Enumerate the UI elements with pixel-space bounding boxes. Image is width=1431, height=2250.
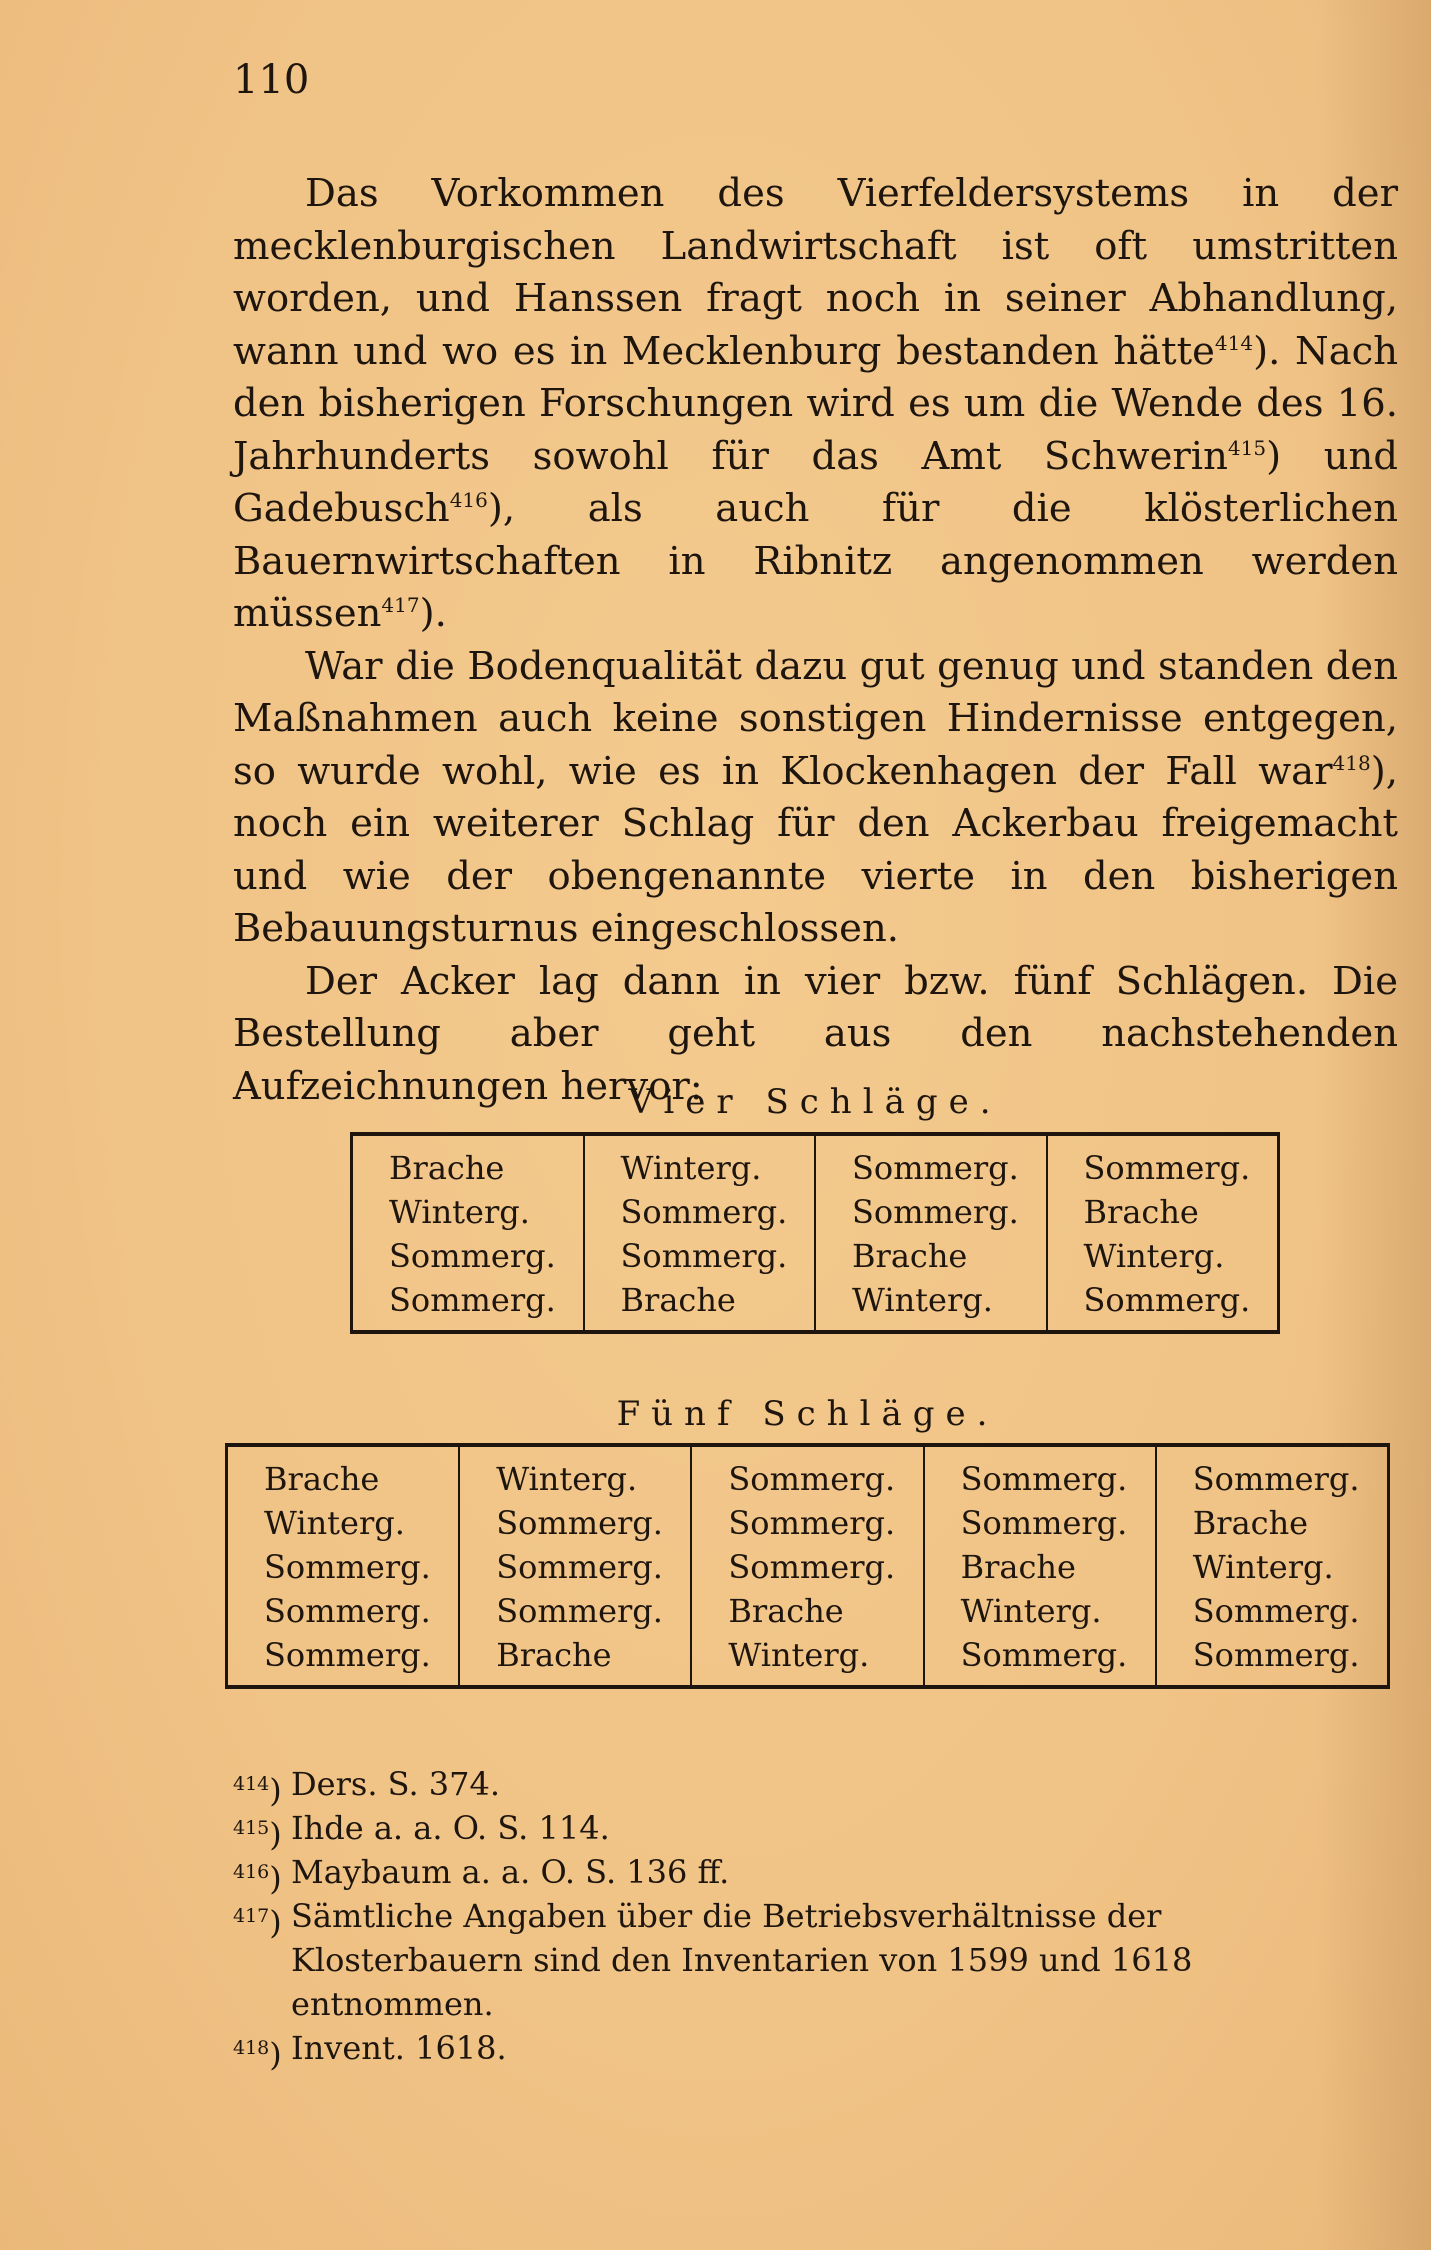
footnote-number-value: 414 xyxy=(233,1773,270,1795)
table-row xyxy=(227,1445,1389,1687)
footnote-number: $^{417}$) xyxy=(233,1903,282,1942)
footnote-reference: 418 xyxy=(1332,750,1371,775)
crop-entry: Sommerg. xyxy=(728,1504,896,1542)
paragraph-text: ) und Gadebusch xyxy=(233,433,1398,531)
crop-entry: Sommerg. xyxy=(1192,1592,1360,1630)
crop-entry: Sommerg. xyxy=(496,1548,663,1586)
paragraph-text: Der Acker lag dann in vier bzw. fünf Schlägen. Die Bestellung aber geht aus den nachstehenden Aufzeichnungen hervor: xyxy=(233,958,1398,1109)
footnote-number: $^{414}$) xyxy=(233,1771,282,1810)
footnote-text: Sämtliche Angaben über die Betriebsverhältnisse der Klosterbauern sind den Inventarien von 1599 und 1618 entnommen. xyxy=(291,1897,1193,2023)
crop-entry: Sommerg. xyxy=(389,1237,556,1275)
footnote-number-value: 418 xyxy=(233,2037,270,2059)
crop-entry: Sommerg. xyxy=(620,1237,788,1275)
crop-entry: Brache xyxy=(620,1281,736,1319)
table-cell xyxy=(691,1445,923,1687)
footnote-number: $^{415}$) xyxy=(233,1815,282,1854)
crop-entry: Brache xyxy=(852,1237,968,1275)
paragraph xyxy=(233,641,1398,956)
paragraph xyxy=(233,168,1398,641)
table-cell xyxy=(459,1445,691,1687)
crop-entry: Winterg. xyxy=(496,1460,638,1498)
crop-entry: Brache xyxy=(960,1548,1076,1586)
footnote-reference: 417 xyxy=(381,593,420,618)
rotation-table-five-fields xyxy=(225,1443,1390,1689)
table-cell xyxy=(815,1134,1047,1332)
crop-entry: Sommerg. xyxy=(496,1592,663,1630)
footnote xyxy=(233,1894,1398,2026)
crop-entry: Sommerg. xyxy=(1192,1460,1360,1498)
rotation-table-four-fields xyxy=(350,1132,1280,1334)
footnote-reference: 416 xyxy=(449,488,488,513)
table-cell xyxy=(227,1445,460,1687)
crop-entry: Winterg. xyxy=(264,1504,405,1542)
footnote xyxy=(233,1850,1398,1898)
footnote-number-value: 416 xyxy=(233,1861,270,1883)
crop-entry: Sommerg. xyxy=(1083,1281,1251,1319)
crop-entry: Sommerg. xyxy=(264,1636,431,1674)
paragraph-text: ). xyxy=(419,591,447,636)
crop-entry: Brache xyxy=(1083,1193,1199,1231)
table-cell xyxy=(1156,1445,1389,1687)
body-text xyxy=(233,168,1398,1113)
footnote-number-value: 415 xyxy=(233,1817,270,1839)
crop-entry: Brache xyxy=(496,1636,612,1674)
crop-entry: Sommerg. xyxy=(960,1460,1128,1498)
footnote-text: Maybaum a. a. O. S. 136 ff. xyxy=(291,1853,730,1891)
footnotes xyxy=(233,1762,1398,2074)
crop-entry: Winterg. xyxy=(960,1592,1102,1630)
crop-entry: Winterg. xyxy=(1192,1548,1334,1586)
table-cell xyxy=(924,1445,1156,1687)
table-caption-fuenf: Fünf Schläge. xyxy=(616,1394,999,1434)
crop-entry: Sommerg. xyxy=(960,1504,1128,1542)
crop-entry: Sommerg. xyxy=(960,1636,1128,1674)
table-cell xyxy=(1047,1134,1279,1332)
crop-entry: Sommerg. xyxy=(389,1281,556,1319)
table-row xyxy=(352,1134,1279,1332)
crop-entry: Sommerg. xyxy=(1083,1149,1251,1187)
crop-entry: Winterg. xyxy=(852,1281,993,1319)
crop-entry: Sommerg. xyxy=(620,1193,788,1231)
crop-entry: Sommerg. xyxy=(852,1149,1019,1187)
footnote xyxy=(233,2026,1398,2074)
paragraph-text: War die Bodenqualität dazu gut genug und standen den Maßnahmen auch keine sonstigen Hindernisse entgegen, so wurde wohl, wie es in Klockenhagen der Fall war xyxy=(233,643,1398,794)
footnote-reference: 415 xyxy=(1227,435,1267,460)
paragraph-text: ), noch ein weiterer Schlag für den Ackerbau freigemacht und wie der obengenannte vierte in den bisherigen Bebauungsturnus eingeschlossen. xyxy=(233,748,1398,951)
table-cell xyxy=(584,1134,816,1332)
paragraph-text: ). Nach den bisherigen Forschungen wird es um die Wende des 16. Jahrhunderts sowohl für das Amt Schwerin xyxy=(233,328,1398,479)
footnote xyxy=(233,1762,1398,1810)
footnote xyxy=(233,1806,1398,1854)
page-number: 110 xyxy=(233,57,310,103)
crop-entry: Winterg. xyxy=(728,1636,870,1674)
paragraph-text: ), als auch für die klösterlichen Bauernwirtschaften in Ribnitz angenommen werden müssen xyxy=(233,486,1398,636)
crop-entry: Brache xyxy=(728,1592,844,1630)
crop-entry: Brache xyxy=(1192,1504,1309,1542)
footnote-text: Ihde a. a. O. S. 114. xyxy=(291,1809,610,1847)
crop-entry: Sommerg. xyxy=(264,1592,431,1630)
paragraph-text: Das Vorkommen des Vierfeldersystems in der mecklenburgischen Landwirtschaft ist oft umstritten worden, und Hanssen fragt noch in seiner Abhandlung, wann und wo es in Mecklenburg bestanden hätte xyxy=(233,171,1398,374)
crop-entry: Sommerg. xyxy=(1192,1636,1360,1674)
crop-entry: Sommerg. xyxy=(728,1460,896,1498)
footnote-text: Ders. S. 374. xyxy=(291,1765,501,1803)
crop-entry: Brache xyxy=(389,1149,505,1187)
footnote-number: $^{416}$) xyxy=(233,1859,282,1898)
table-caption-vier: Vier Schläge. xyxy=(628,1082,1002,1122)
crop-entry: Sommerg. xyxy=(264,1548,431,1586)
crop-entry: Brache xyxy=(264,1460,380,1498)
footnote-text: Invent. 1618. xyxy=(291,2029,507,2067)
footnote-number-value: 417 xyxy=(233,1905,270,1927)
footnote-number: $^{418}$) xyxy=(233,2035,282,2074)
crop-entry: Winterg. xyxy=(1083,1237,1225,1275)
crop-entry: Sommerg. xyxy=(728,1548,896,1586)
footnote-reference: 414 xyxy=(1214,330,1254,355)
crop-entry: Sommerg. xyxy=(496,1504,663,1542)
crop-entry: Winterg. xyxy=(389,1193,530,1231)
table-cell xyxy=(352,1134,584,1332)
crop-entry: Winterg. xyxy=(620,1149,762,1187)
crop-entry: Sommerg. xyxy=(852,1193,1019,1231)
